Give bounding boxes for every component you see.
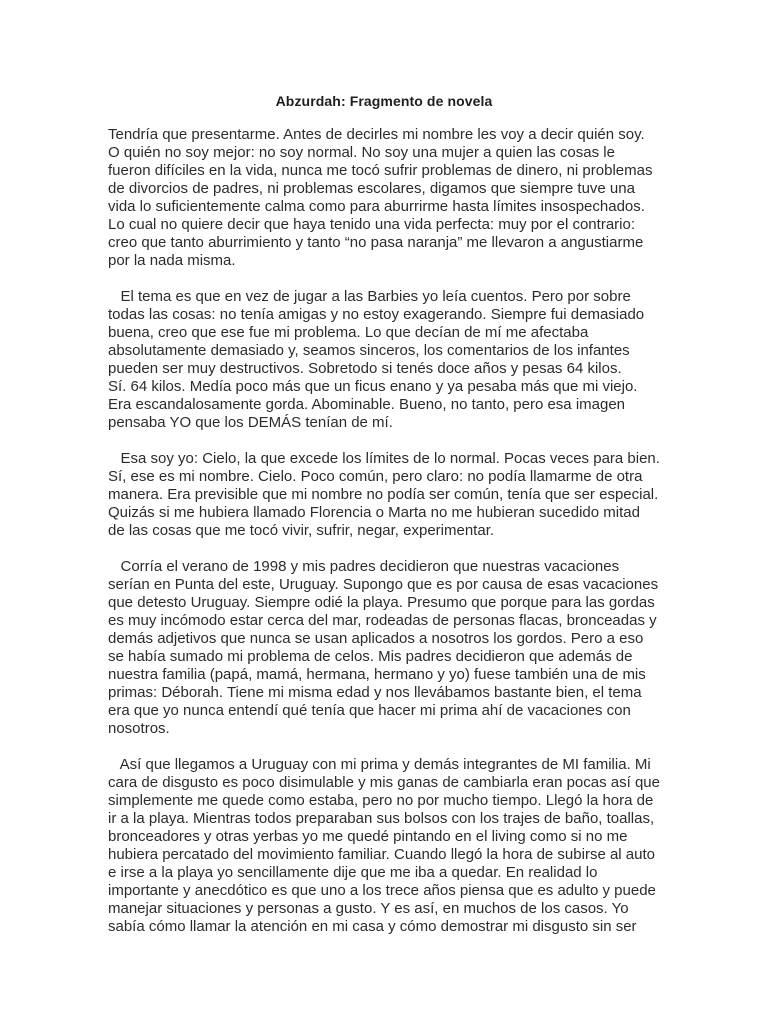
text-line: por la nada misma.	[108, 252, 236, 269]
text-line: El tema es que en vez de jugar a las Barbies yo leía cuentos. Pero por sobre	[108, 288, 631, 305]
text-line: nosotros.	[108, 720, 170, 737]
paragraph	[108, 450, 688, 540]
text-line: Quizás si me hubiera llamado Florencia o Marta no me hubieran sucedido mitad	[108, 504, 640, 521]
text-line: cara de disgusto es poco disimulable y mis ganas de cambiarla eran pocas así que	[108, 774, 660, 791]
text-line: Sí. 64 kilos. Medía poco más que un ficus enano y ya pesaba más que mi viejo.	[108, 378, 638, 395]
text-line: bronceadores y otras yerbas yo me quedé pintando en el living como si no me	[108, 828, 628, 845]
text-line: manejar situaciones y personas a gusto. Y es así, en muchos de los casos. Yo	[108, 900, 629, 917]
text-line: de divorcios de padres, ni problemas escolares, digamos que siempre tuve una	[108, 180, 635, 197]
text-line: e irse a la playa yo sencillamente dije que me iba a quedar. En realidad lo	[108, 864, 598, 881]
text-line: de las cosas que me tocó vivir, sufrir, negar, experimentar.	[108, 522, 495, 539]
text-line: vida lo suficientemente calma como para aburrirme hasta límites insospechados.	[108, 198, 645, 215]
paragraph	[108, 756, 688, 936]
text-line: O quién no soy mejor: no soy normal. No soy una mujer a quien las cosas le	[108, 144, 615, 161]
text-line: hubiera percatado del movimiento familiar. Cuando llegó la hora de subirse al auto	[108, 846, 655, 863]
text-line: serían en Punta del este, Uruguay. Supongo que es por causa de esas vacaciones	[108, 576, 659, 593]
text-line: pensaba YO que los DEMÁS tenían de mí.	[108, 414, 393, 431]
document-body	[108, 126, 688, 954]
text-line: Esa soy yo: Cielo, la que excede los límites de lo normal. Pocas veces para bien.	[108, 450, 660, 467]
text-line: todas las cosas: no tenía amigas y no estoy exagerando. Siempre fui demasiado	[108, 306, 645, 323]
text-line: Tendría que presentarme. Antes de decirles mi nombre les voy a decir quién soy.	[108, 126, 645, 143]
paragraph	[108, 558, 688, 738]
text-line: es muy incómodo estar cerca del mar, rodeadas de personas flacas, bronceadas y	[108, 612, 657, 629]
document-title: Abzurdah: Fragmento de novela	[275, 93, 493, 109]
text-line: Era escandalosamente gorda. Abominable. Bueno, no tanto, pero esa imagen	[108, 396, 626, 413]
text-line: fueron difíciles en la vida, nunca me tocó sufrir problemas de dinero, ni problemas	[108, 162, 653, 179]
text-line: manera. Era previsible que mi nombre no podía ser común, tenía que ser especial.	[108, 486, 659, 503]
text-line: Sí, ese es mi nombre. Cielo. Poco común, pero claro: no podía llamarme de otra	[108, 468, 643, 485]
text-line: creo que tanto aburrimiento y tanto “no pasa naranja” me llevaron a angustiarme	[108, 234, 644, 251]
text-line: Lo cual no quiere decir que haya tenido una vida perfecta: muy por el contrario:	[108, 216, 635, 233]
text-line: buena, creo que ese fue mi problema. Lo que decían de mí me afectaba	[108, 324, 589, 341]
text-line: ir a la playa. Mientras todos preparaban sus bolsos con los trajes de baño, toallas,	[108, 810, 655, 827]
text-line: pueden ser muy destructivos. Sobretodo si tenés doce años y pesas 64 kilos.	[108, 360, 622, 377]
text-line: era que yo nunca entendí qué tenía que hacer mi prima ahí de vacaciones con	[108, 702, 631, 719]
paragraph	[108, 126, 688, 270]
text-line: importante y anecdótico es que uno a los trece años piensa que es adulto y puede	[108, 882, 656, 899]
text-line: Así que llegamos a Uruguay con mi prima y demás integrantes de MI familia. Mi	[108, 756, 651, 773]
text-line: absolutamente demasiado y, seamos sinceros, los comentarios de los infantes	[108, 342, 630, 359]
text-line: primas: Déborah. Tiene mi misma edad y nos llevábamos bastante bien, el tema	[108, 684, 642, 701]
text-line: se había sumado mi problema de celos. Mis padres decidieron que además de	[108, 648, 633, 665]
text-line: sabía cómo llamar la atención en mi casa y cómo demostrar mi disgusto sin ser	[108, 918, 637, 935]
text-line: nuestra familia (papá, mamá, hermana, hermano y yo) fuese también una de mis	[108, 666, 646, 683]
paragraph	[108, 288, 688, 432]
text-line: demás adjetivos que nunca se usan aplicados a nosotros los gordos. Pero a eso	[108, 630, 644, 647]
text-line: que detesto Uruguay. Siempre odié la playa. Presumo que porque para las gordas	[108, 594, 655, 611]
text-line: simplemente me quede como estaba, pero no por mucho tiempo. Llegó la hora de	[108, 792, 654, 809]
text-line: Corría el verano de 1998 y mis padres decidieron que nuestras vacaciones	[108, 558, 620, 575]
